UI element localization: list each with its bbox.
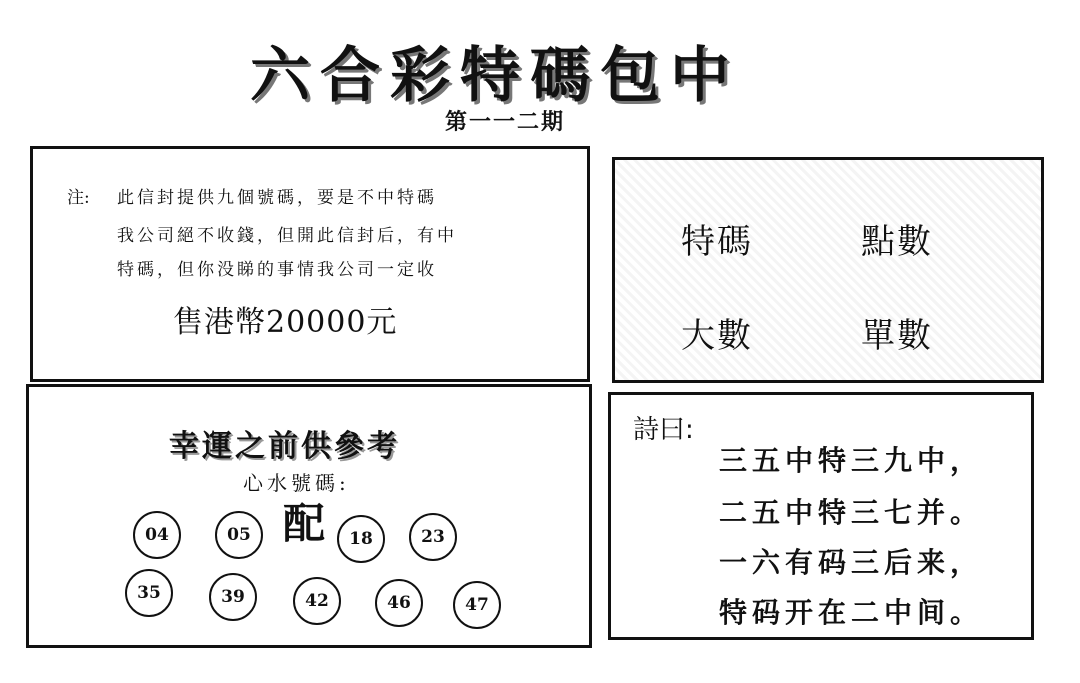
number-ball: 23 xyxy=(409,513,457,561)
number-ball: 39 xyxy=(209,573,257,621)
number-ball: 42 xyxy=(293,577,341,625)
code-type-panel xyxy=(612,157,1044,383)
lucky-title: 幸運之前供參考 xyxy=(169,429,400,464)
code-item-big: 大數 xyxy=(681,316,753,356)
number-ball: 18 xyxy=(337,515,385,563)
note-line: 此信封提供九個號碼，要是不中特碼 xyxy=(117,188,437,208)
number-ball: 46 xyxy=(375,579,423,627)
note-label: 注: xyxy=(67,188,90,208)
lucky-numbers-panel xyxy=(26,384,592,648)
price-text: 售港幣20000元 xyxy=(173,305,398,340)
page-title: 六合彩特碼包中 xyxy=(250,41,740,111)
note-panel xyxy=(30,146,590,382)
code-item-odd: 單數 xyxy=(861,316,933,356)
note-line: 我公司絕不收錢，但開此信封后，有中 xyxy=(117,226,457,246)
issue-period: 第一一二期 xyxy=(445,110,566,135)
number-ball: 05 xyxy=(215,511,263,559)
number-ball: 04 xyxy=(133,511,181,559)
number-ball: 47 xyxy=(453,581,501,629)
poem-label: 詩曰: xyxy=(633,415,694,445)
lucky-subtitle: 心水號碼: xyxy=(243,471,350,495)
poem-line: 三五中特三九中， xyxy=(719,444,984,477)
number-ball: 35 xyxy=(125,569,173,617)
poem-line: 一六有码三后来， xyxy=(719,546,984,579)
code-item-special: 特碼 xyxy=(681,222,753,262)
code-item-points: 點數 xyxy=(861,222,933,262)
pei-character: 配 xyxy=(283,499,326,548)
poem-panel xyxy=(608,392,1034,640)
note-line: 特碼，但你没睇的事情我公司一定收 xyxy=(117,260,437,280)
poem-line: 特码开在二中间。 xyxy=(719,596,984,629)
poem-line: 二五中特三七并。 xyxy=(719,496,984,529)
